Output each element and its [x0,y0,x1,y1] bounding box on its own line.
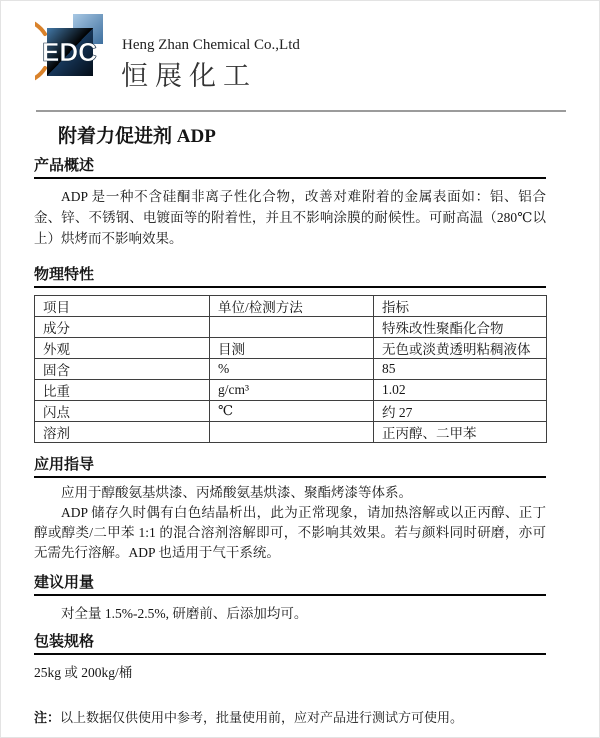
cell-unit [210,422,374,443]
header-divider [36,110,566,112]
section-physical-properties [34,265,546,443]
cell-unit: 目测 [210,338,374,359]
section-heading-packaging: 包装规格 [34,632,546,655]
cell-spec: 无色或淡黄透明粘稠液体 [374,338,547,359]
col-header-item: 项目 [35,296,210,317]
cell-spec: 85 [374,359,547,380]
cell-spec: 约 27 [374,401,547,422]
table-row [35,317,547,338]
cell-unit: g/cm³ [210,380,374,401]
page-title: 附着力促进剂 ADP [58,126,216,147]
application-paragraph-2: ADP 储存久时偶有白色结晶析出，此为正常现象，请加热溶解或以正丙醇、正丁醇或醇类/二甲苯 1:1 的混合溶剂溶解即可，不影响其效果。若与颜料同时研磨，亦可无需先行溶解。ADP 也适用于气干系统。 [34,505,546,560]
edc-logo-graphic [35,8,115,90]
footnote-text: 以上数据仅供使用中参考，批量使用前，应对产品进行测试方可使用。 [60,710,464,725]
physical-properties-table [34,295,547,443]
packaging-paragraph: 25kg 或 200kg/桶 [34,665,133,680]
table-row [35,338,547,359]
cell-spec: 正丙醇、二甲苯 [374,422,547,443]
company-name-chinese: 恒展化工 [121,61,257,91]
table-row [35,359,547,380]
cell-unit: ℃ [210,401,374,422]
company-name-english: Heng Zhan Chemical Co.,Ltd [122,37,300,53]
table-header-row [35,296,547,317]
section-packaging-spec [34,632,546,683]
section-product-overview [34,156,546,249]
cell-unit: % [210,359,374,380]
cell-item: 固含 [35,359,210,380]
section-application-guidance [34,455,546,563]
overview-paragraph: ADP 是一种不含硅酮非离子性化合物，改善对难附着的金属表面如：铝、铝合金、锌、不锈钢、电镀面等的附着性，并且不影响涂膜的耐候性。可耐高温（280℃以上）烘烤而不影响效果。 [34,189,546,246]
table-row [35,401,547,422]
company-logo [35,8,115,90]
cell-item: 比重 [35,380,210,401]
cell-spec: 1.02 [374,380,547,401]
logo-text: EDC [42,37,97,67]
table-row [35,380,547,401]
cell-item: 闪点 [35,401,210,422]
section-recommended-dosage [34,573,546,624]
table-row [35,422,547,443]
cell-unit [210,317,374,338]
footnote [34,707,546,726]
cell-item: 外观 [35,338,210,359]
section-heading-physical: 物理特性 [34,265,546,288]
document-body [34,151,546,726]
dosage-paragraph: 对全量 1.5%-2.5%, 研磨前、后添加均可。 [61,606,308,621]
cell-item: 溶剂 [35,422,210,443]
application-paragraph-1: 应用于醇酸氨基烘漆、丙烯酸氨基烘漆、聚酯烤漆等体系。 [61,485,412,500]
col-header-spec: 指标 [374,296,547,317]
cell-spec: 特殊改性聚酯化合物 [374,317,547,338]
col-header-unit-method: 单位/检测方法 [210,296,374,317]
footnote-label: 注： [34,710,61,725]
section-heading-overview: 产品概述 [34,156,546,179]
section-heading-application: 应用指导 [34,455,546,478]
section-heading-dosage: 建议用量 [34,573,546,596]
cell-item: 成分 [35,317,210,338]
